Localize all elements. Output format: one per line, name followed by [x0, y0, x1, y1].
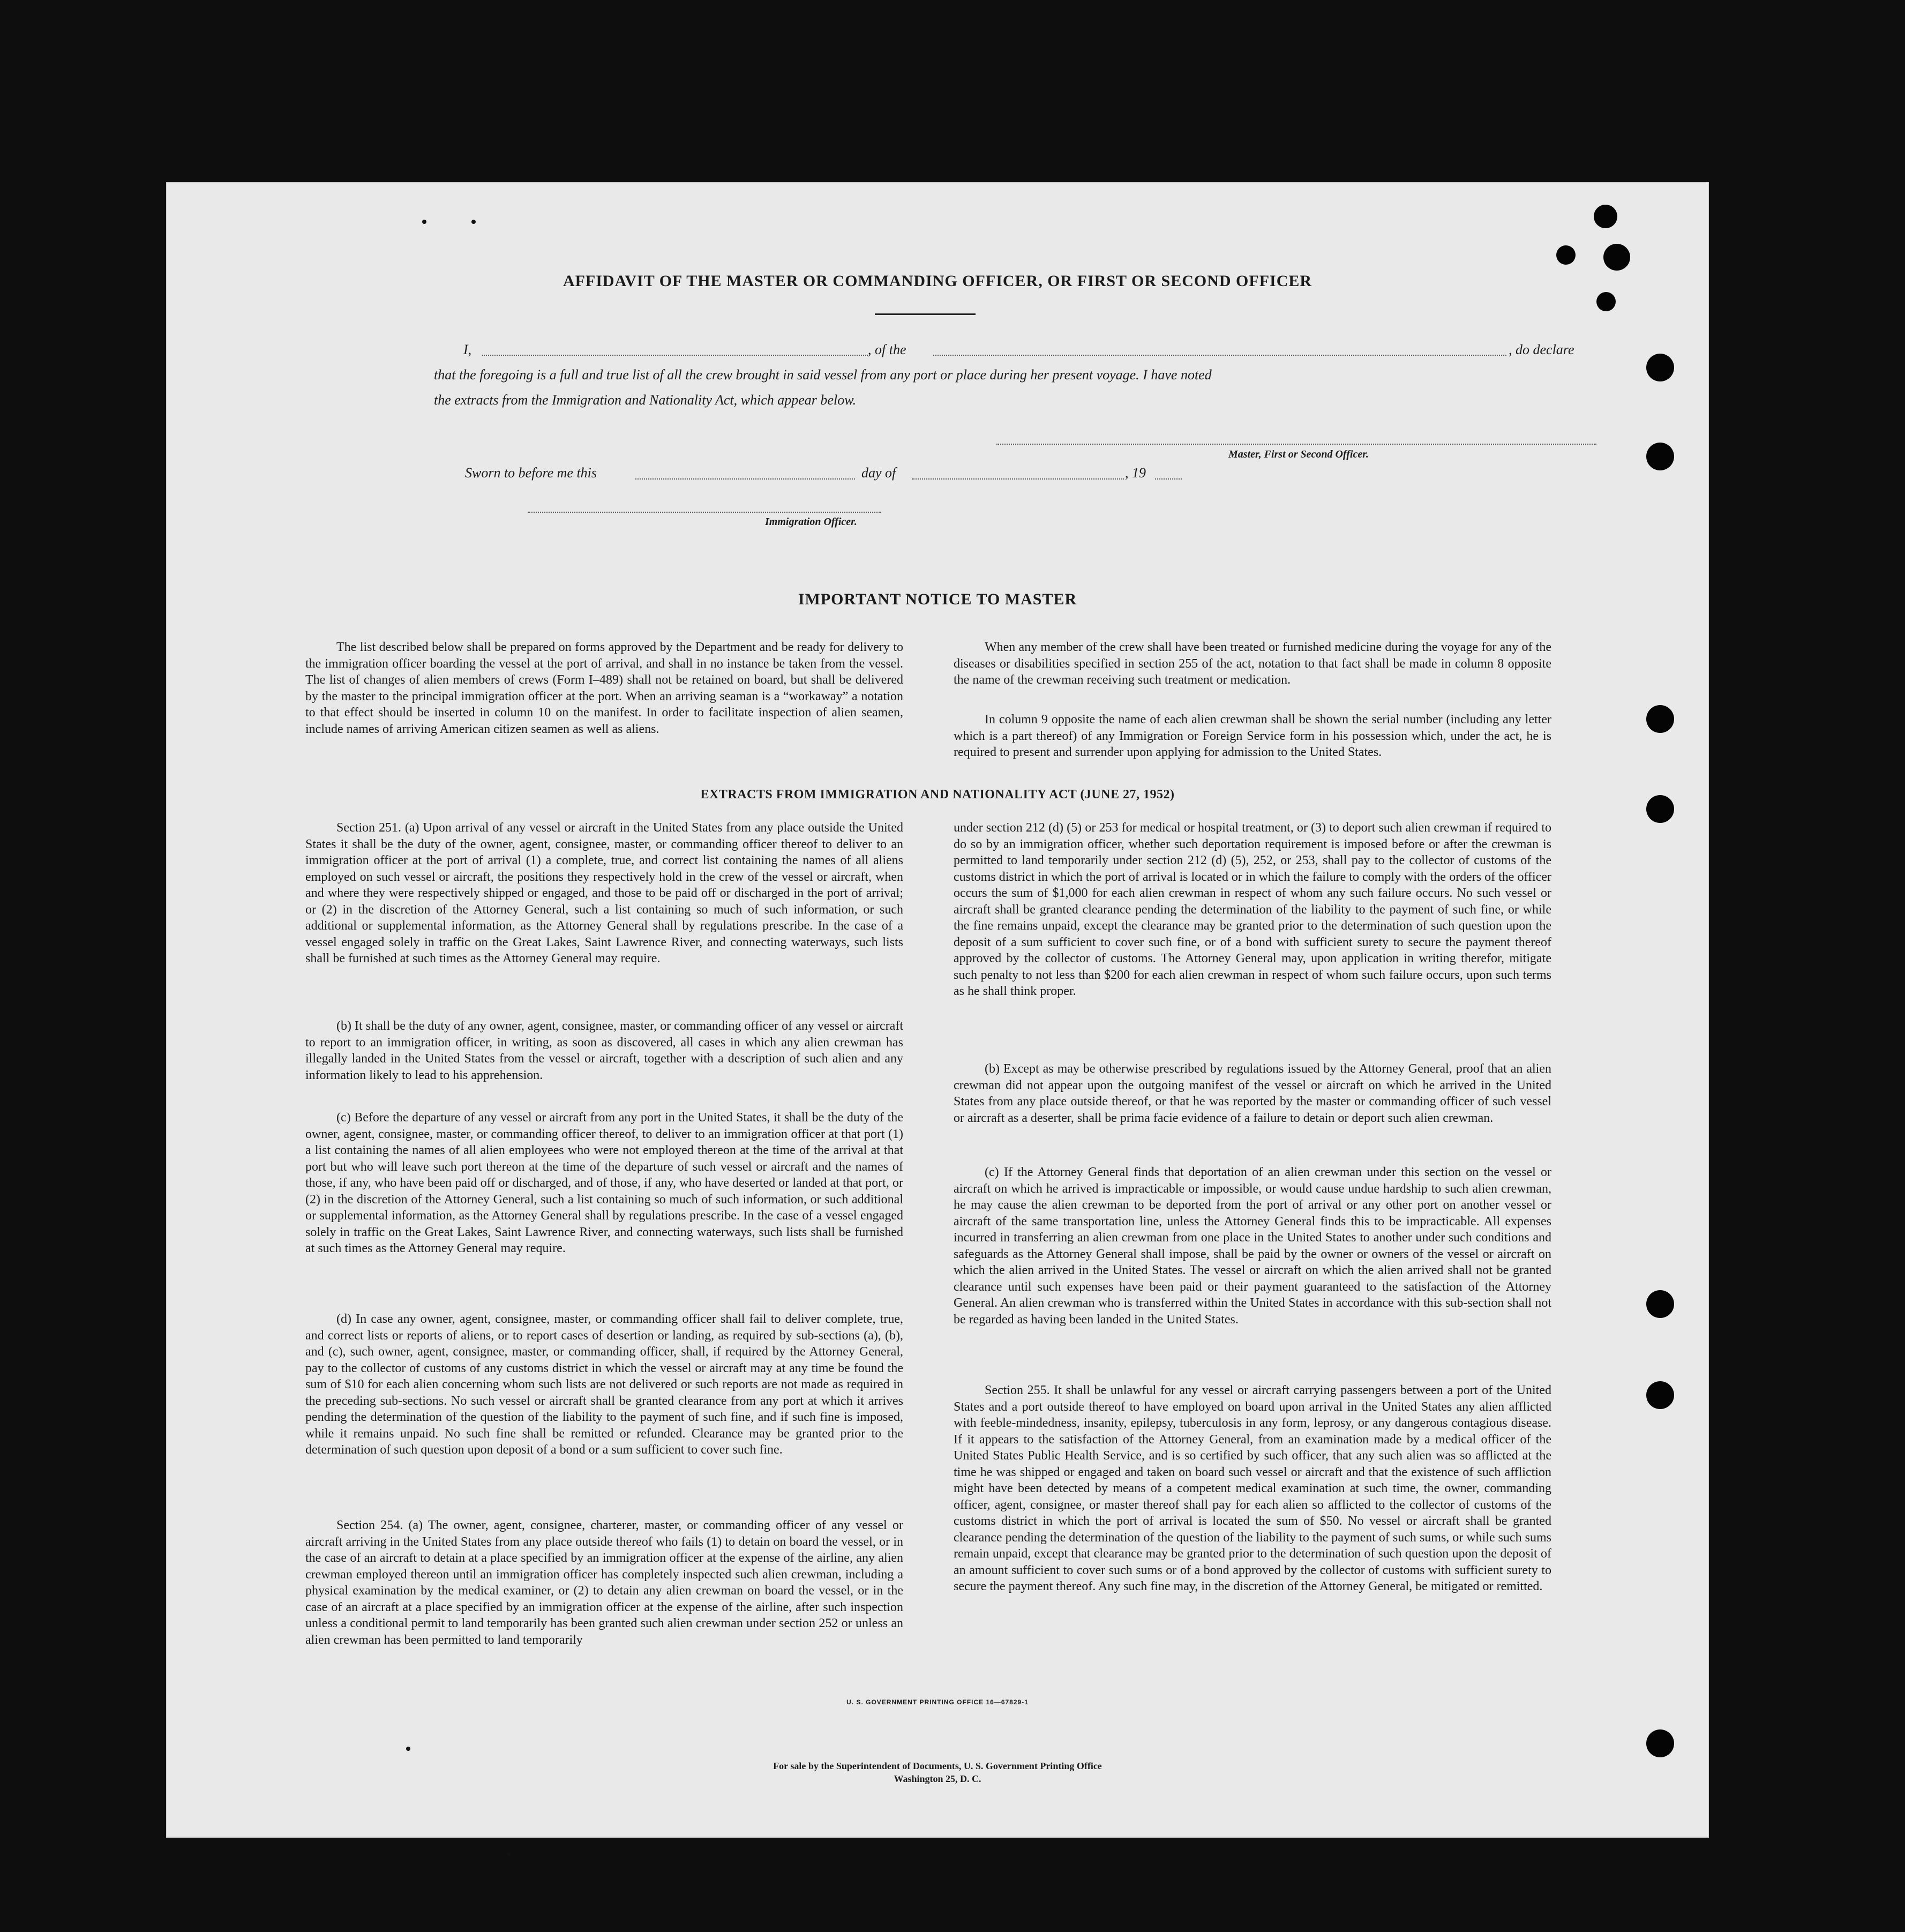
section-254-b: (b) Except as may be otherwise prescribed by regulations issued by the Attorney General, proof that an alien crewman did not appear upon the outgoing manifest of the vessel or aircraft on which he arrived in the United States from any place outside thereof, or that he was reported by the master or commanding officer of such vessel or aircraft as a deserter, shall be prima facie evidence of a failure to detain or deport such alien crewman. — [954, 1062, 1551, 1125]
section-254-a: Section 254. (a) The owner, agent, consignee, charterer, master, or commanding officer of any vessel or aircraft arriving in the United States from any place outside thereof who fails (1) to detain on board the vessel, or in the case of an aircraft to detain at a place specified by an immigration officer at the expense of the airline, any alien crewman employed thereon until an immigration officer has completely inspected such alien crewman, including a physical examination by the medical examiner, or (2) to detain any alien crewman on board the vessel, or in the case of an aircraft at a place specified by an immigration officer at the expense of the airline, after such inspection unless a conditional permit to land temporarily has been granted such alien crewman under section 252 or unless an alien crewman has been permitted to land temporarily — [305, 1518, 903, 1647]
vessel-blank[interactable] — [933, 355, 1506, 356]
punch-hole — [1646, 795, 1674, 823]
section-251-c: (c) Before the departure of any vessel or aircraft from any port in the United States, it shall be the duty of the owner, agent, consignee, master, or commanding officer thereof, to deliver to an immigration officer at that port (1) a list containing the names of all alien employees who were not employed thereon at the time of the arrival at that port but who will leave such port thereon at the time of the departure of such vessel or aircraft and the names of those, if any, who have been paid off or discharged, and of those, if any, who have deserted or landed at that port, or (2) in the discretion of the Attorney General, such a list containing so much of such information, or such additional or supplemental information, as the Attorney General shall by regulations prescribe. In the case of a vessel engaged solely in traffic on the Great Lakes, Saint Lawrence River, and connecting waterways, such lists shall be furnished at such times as the Attorney General may require. — [305, 1111, 903, 1255]
year-label: , 19 — [1125, 465, 1146, 481]
day-of-label: day of — [861, 465, 896, 481]
sworn-day-blank[interactable] — [635, 478, 855, 480]
notice-title: IMPORTANT NOTICE TO MASTER — [798, 590, 1077, 608]
affidavit-line3: the extracts from the Immigration and Nationality Act, which appear below. — [434, 392, 857, 408]
sworn-year-blank[interactable] — [1155, 478, 1182, 480]
punch-hole — [1646, 1290, 1674, 1318]
sworn-month-blank[interactable] — [912, 478, 1124, 480]
printing-office-imprint: U. S. GOVERNMENT PRINTING OFFICE 16—67829-1 — [846, 1698, 1029, 1706]
extracts-title: EXTRACTS FROM IMMIGRATION AND NATIONALITY ACT (JUNE 27, 1952) — [700, 788, 1175, 802]
ink-speck — [507, 1852, 511, 1856]
section-251-b: (b) It shall be the duty of any owner, agent, consignee, master, or commanding officer of any vessel or aircraft to report to an immigration officer, in writing, as soon as discovered, all cases in which any alien crewman has illegally landed in the United States from the vessel or aircraft, together with a description of such alien and any information likely to lead to his apprehension. — [305, 1019, 903, 1082]
punch-hole — [1556, 245, 1576, 265]
affidavit-line1-i: I, — [463, 342, 472, 357]
ink-speck — [422, 220, 426, 224]
punch-hole — [1646, 705, 1674, 733]
title-rule — [875, 313, 976, 315]
section-255: Section 255. It shall be unlawful for any vessel or aircraft carrying passengers between a port of the United States and a port outside thereof to have employed on board upon arrival in the United States any alien afflicted with feeble-mindedness, insanity, epilepsy, tuberculosis in any form, leprosy, or any dangerous contagious disease. If it appears to the satisfaction of the Attorney General, from an examination made by a medical officer of the United States Public Health Service, and is so certified by such officer, that any such alien was so afflicted at the time he was shipped or engaged and taken on board such vessel or aircraft and that the existence of such affliction might have been detected by means of a competent medical examination at such time, the owner, commanding officer, agent, consignee, or master thereof shall pay for each alien so afflicted to the collector of customs of the customs district in which the port of arrival is located the sum of $50. No vessel or aircraft shall be granted clearance pending the determination of the question of the liability to the payment of such sums, or while such sums remain unpaid, except that clearance may be granted prior to the determination of such question upon the deposit of an amount sufficient to cover such sums or of a bond approved by the collector of customs with sufficient surety to secure the payment thereof. Any such fine may, in the discretion of the Attorney General, be mitigated or remitted. — [954, 1383, 1551, 1593]
ink-speck — [406, 1747, 410, 1751]
officer-signature-label: Immigration Officer. — [765, 516, 857, 528]
section-251-d: (d) In case any owner, agent, consignee, master, or commanding officer shall fail to deliver complete, true, and correct lists or reports of aliens, or to report cases of desertion or landing, as required by sub-sections (a), (b), and (c), such owner, agent, consignee, master, or commanding officer, shall, if required by the Attorney General, pay to the collector of customs of any customs district in which the vessel or aircraft may at any time be found the sum of $10 for each alien concerning whom such lists are not delivered or such reports are not made as required in the preceding sub-sections. No such vessel or aircraft shall be granted clearance from any port at which it arrives pending the determination of the question of the liability to the payment of such fine, and if such fine is imposed, while it remains unpaid. No such fine shall be remitted or refunded. Clearance may be granted prior to the determination of such question upon deposit of a bond or a sum sufficient to cover such fine. — [305, 1312, 903, 1457]
punch-hole — [1646, 354, 1674, 381]
sale-notice-line2: Washington 25, D. C. — [894, 1773, 981, 1784]
punch-hole — [1646, 1381, 1674, 1409]
master-signature-label: Master, First or Second Officer. — [1228, 448, 1369, 460]
notice-left-paragraph: The list described below shall be prepared on forms approved by the Department and be ready for delivery to the immigration officer boarding the vessel at the port of arrival, and shall in no instance be taken from the vessel. The list of changes of alien members of crews (Form I–489) shall not be retained on board, but shall be delivered by the master to the principal immigration officer at the port. When an arriving seaman is a “workaway” a notation to that effect should be inserted in column 10 on the manifest. In order to facilitate inspection of alien seamen, include names of arriving American citizen seamen as well as aliens. — [305, 640, 903, 736]
affidavit-title: AFFIDAVIT OF THE MASTER OR COMMANDING OFFICER, OR FIRST OR SECOND OFFICER — [562, 272, 1312, 290]
notice-right-paragraph-2: In column 9 opposite the name of each alien crewman shall be shown the serial number (including any letter which is a part thereof) of any Immigration or Foreign Service form in his possession which, under the act, he is required to present and surrender upon applying for admission to the United States. — [954, 713, 1551, 759]
sworn-label: Sworn to before me this — [465, 465, 597, 481]
punch-hole — [1646, 443, 1674, 470]
sale-notice-line1: For sale by the Superintendent of Documents, U. S. Government Printing Office — [773, 1761, 1102, 1771]
punch-hole — [1603, 244, 1630, 271]
name-blank[interactable] — [482, 355, 868, 356]
form-page — [166, 182, 1709, 1838]
punch-hole — [1596, 292, 1616, 311]
section-251-a: Section 251. (a) Upon arrival of any vessel or aircraft in the United States from any place outside the United States it shall be the duty of the owner, agent, consignee, master, or commanding officer thereof to deliver to an immigration officer at the port of arrival (1) a complete, true, and correct list containing the names of all aliens employed on such vessel or aircraft, the positions they respectively hold in the crew of the vessel or aircraft, when and where they were respectively shipped or engaged, and those to be paid off or discharged in the port of arrival; or (2) in the discretion of the Attorney General, such a list containing so much of such information, or such additional or supplemental information, as the Attorney General shall by regulations prescribe. In the case of a vessel engaged solely in traffic on the Great Lakes, Saint Lawrence River, and connecting waterways, such lists shall be furnished at such times as the Attorney General may require. — [305, 821, 903, 965]
master-signature-line[interactable] — [996, 444, 1596, 445]
affidavit-line1-of-the: , of the — [868, 342, 906, 357]
affidavit-line1-do-declare: , do declare — [1509, 342, 1574, 357]
affidavit-line2: that the foregoing is a full and true list of all the crew brought in said vessel from any port or place during her present voyage. I have noted — [434, 367, 1212, 383]
ink-speck — [471, 220, 476, 224]
section-254-a-continued: under section 212 (d) (5) or 253 for medical or hospital treatment, or (3) to deport such alien crewman if required to do so by an immigration officer, whether such deportation requirement is imposed before or after the crewman is permitted to land temporarily under section 212 (d) (5), 252, or 253, shall pay to the collector of customs of the customs district in which the port of arrival is located or in which the failure to comply with the orders of the officer occurs the sum of $1,000 for each alien crewman in respect of whom any such failure occurs. No such vessel or aircraft shall be granted clearance pending the determination of the liability to the payment of such fine, or while the fine remains unpaid, except the clearance may be granted prior to the determination of such question upon the deposit of a sum sufficient to cover such fine, or of a bond with sufficient surety to secure the payment thereof approved by the collector of customs. The Attorney General may, upon application in writing therefor, mitigate such penalty to not less than $200 for each alien crewman in respect of whom such failure occurs, upon such terms as he shall think proper. — [954, 821, 1551, 998]
section-254-c: (c) If the Attorney General finds that deportation of an alien crewman under this section on the vessel or aircraft on which he arrived is impracticable or impossible, or would cause undue hardship to such alien crewman, he may cause the alien crewman to be deported from the port of arrival or any other port on another vessel or aircraft of the same transportation line, unless the Attorney General finds this to be impracticable. All expenses incurred in transferring an alien crewman from one place in the United States to another under such conditions and safeguards as the Attorney General shall impose, shall be paid by the owner or owners of the vessel or aircraft on which the alien arrived in the United States. The vessel or aircraft on which the alien arrived shall not be granted clearance until such expenses have been paid or their payment guaranteed to the satisfaction of the Attorney General. An alien crewman who is transferred within the United States in accordance with this sub-section shall not be regarded as having been landed in the United States. — [954, 1165, 1551, 1327]
notice-right-paragraph-1: When any member of the crew shall have been treated or furnished medicine during the voyage for any of the diseases or disabilities specified in section 255 of the act, notation to that fact shall be made in column 8 opposite the name of the crewman receiving such treatment or medication. — [954, 640, 1551, 687]
punch-hole — [1646, 1729, 1674, 1757]
officer-signature-line[interactable] — [528, 512, 881, 513]
punch-hole — [1594, 205, 1617, 228]
